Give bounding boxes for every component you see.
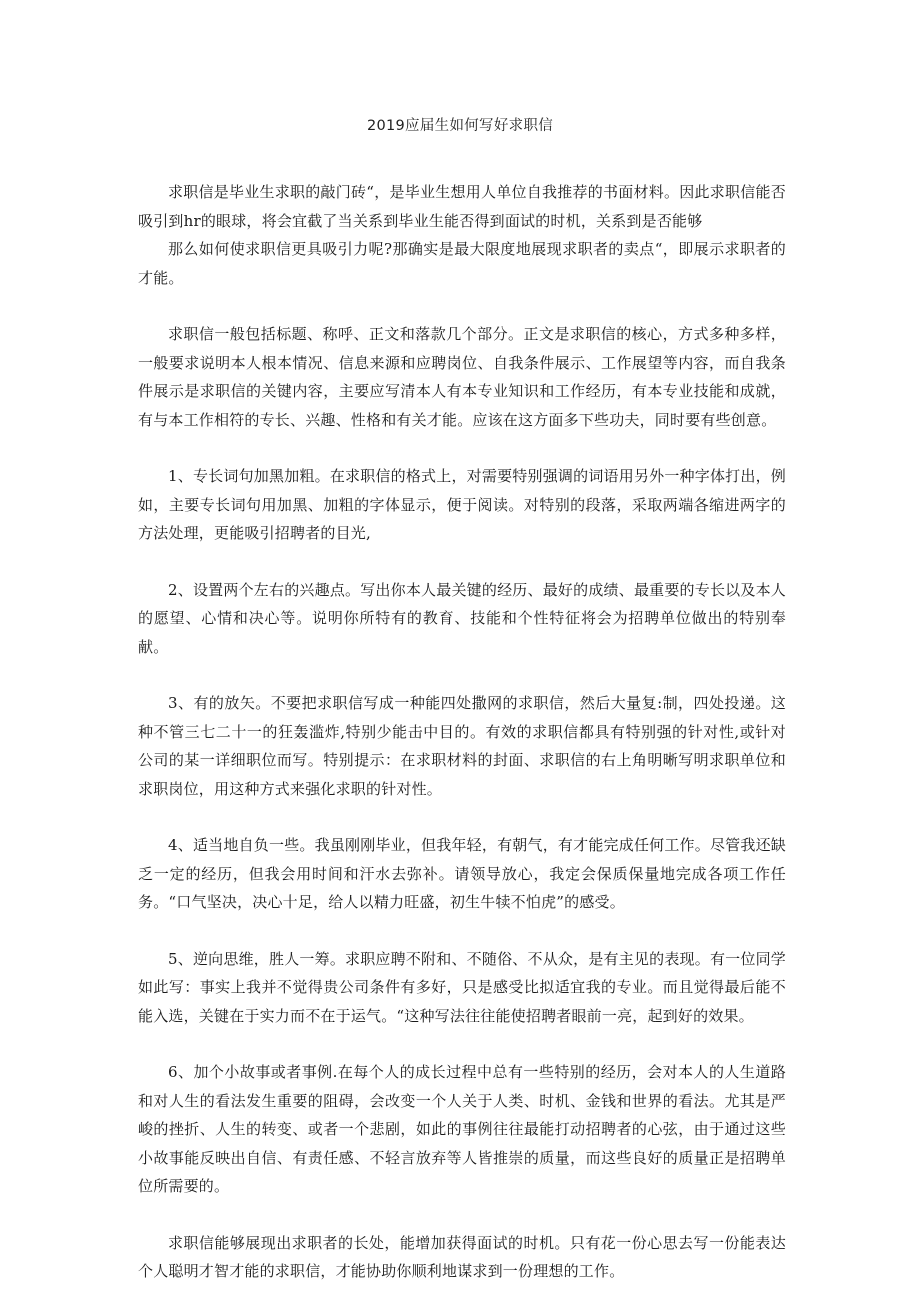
paragraph-tip-2: 2、设置两个左右的兴趣点。写出你本人最关键的经历、最好的成绩、最重要的专长以及本人的愿望、心情和决心等。说明你所特有的教育、技能和个性特征将会为招聘单位做出的特别奉献。 (138, 580, 786, 656)
paragraph-structure: 求职信一般包括标题、称呼、正文和落款几个部分。正文是求职信的核心，方式多种多样，一般要求说明本人根本情况、信息来源和应聘岗位、自我条件展示、工作展望等内容，而自我条件展示是求职信的关键内容，主要应写清本人有本专业知识和工作经历，有本专业技能和成就，有与本工作相符的专长、兴趣、性格和有关才能。应该在这方面多下些功夫，同时要有些创意。 (138, 325, 786, 429)
document-title: 2019应届生如何写好求职信 (366, 118, 554, 134)
paragraph-gap (138, 803, 786, 831)
paragraph-tip-1: 1、专长词句加黑加粗。在求职信的格式上，对需要特别强调的词语用另外一种字体打出，例如，主要专长词句用加黑、加粗的字体显示，便于阅读。对特别的段落，采取两端各缩进两字的方法处理，更能吸引招聘者的目光, (138, 467, 786, 542)
paragraph-gap (138, 1030, 786, 1058)
paragraph-intro: 求职信是毕业生求职的敲门砖“，是毕业生想用人单位自我推荐的书面材料。因此求职信能否吸引到hr的眼球，将会宜截了当关系到毕业生能否得到面试的时机，关系到是否能够 (138, 183, 786, 230)
paragraph-tip-4: 4、适当地自负一些。我虽刚刚毕业，但我年轻，有朝气，有才能完成任何工作。尽管我还缺乏一定的经历，但我会用时间和汗水去弥补。请领导放心，我定会保质保量地完成各项工作任务。“口气坚决，决心十足，给人以精力旺盛，初生牛犊不怕虎”的感受。 (138, 836, 786, 911)
paragraph-tip-5: 5、逆向思维，胜人一筹。求职应聘不附和、不随俗、不从众，是有主见的表现。有一位同学如此写：事实上我并不觉得贵公司条件有多好，只是感受比拟适宜我的专业。而且觉得最后能不能入选，关键在于实力而不在于运气。“这种写法往往能使招聘者眼前一亮，起到好的效果。 (138, 949, 786, 1025)
paragraph-gap (138, 292, 786, 320)
paragraph-gap (138, 917, 786, 945)
paragraph-gap (138, 1201, 786, 1229)
document-body (138, 178, 786, 1286)
paragraph-tip-3: 3、有的放矢。不要把求职信写成一种能四处撒网的求职信，然后大量复:制，四处投递。这种不管三七二十一的狂轰滥炸,特别少能击中目的。有效的求职信都具有特别强的针对性,或针对公司的某一详细职位而写。特别提示：在求职材料的封面、求职信的右上角明晰写明求职单位和求职岗位，用这种方式来强化求职的针对性。 (138, 694, 786, 798)
paragraph-tip-6: 6、加个小故事或者事例.在每个人的成长过程中总有一些特别的经历，会对本人的人生道路和对人生的看法发生重要的阻碍，会改变一个人关于人类、时机、金钱和世界的看法。尤其是严峻的挫折、人生的转变、或者一个悲剧，如此的事例往往最能打动招聘者的心弦，由于通过这些小故事能反映出自信、有责任感、不轻言放弃等人皆推崇的质量，而这些良好的质量正是招聘单位所需要的。 (138, 1063, 786, 1195)
paragraph-conclusion: 求职信能够展现出求职者的长处，能增加获得面试的时机。只有花一份心思去写一份能表达个人聪明才智才能的求职信，才能协助你顺利地谋求到一份理想的工作。 (138, 1233, 786, 1280)
paragraph-gap (138, 548, 786, 576)
paragraph-gap (138, 434, 786, 462)
paragraph-gap (138, 661, 786, 689)
paragraph-attraction: 那么如何使求职信更具吸引力呢?那确实是最大限度地展现求职者的卖点“，即展示求职者的才能。 (138, 240, 786, 287)
